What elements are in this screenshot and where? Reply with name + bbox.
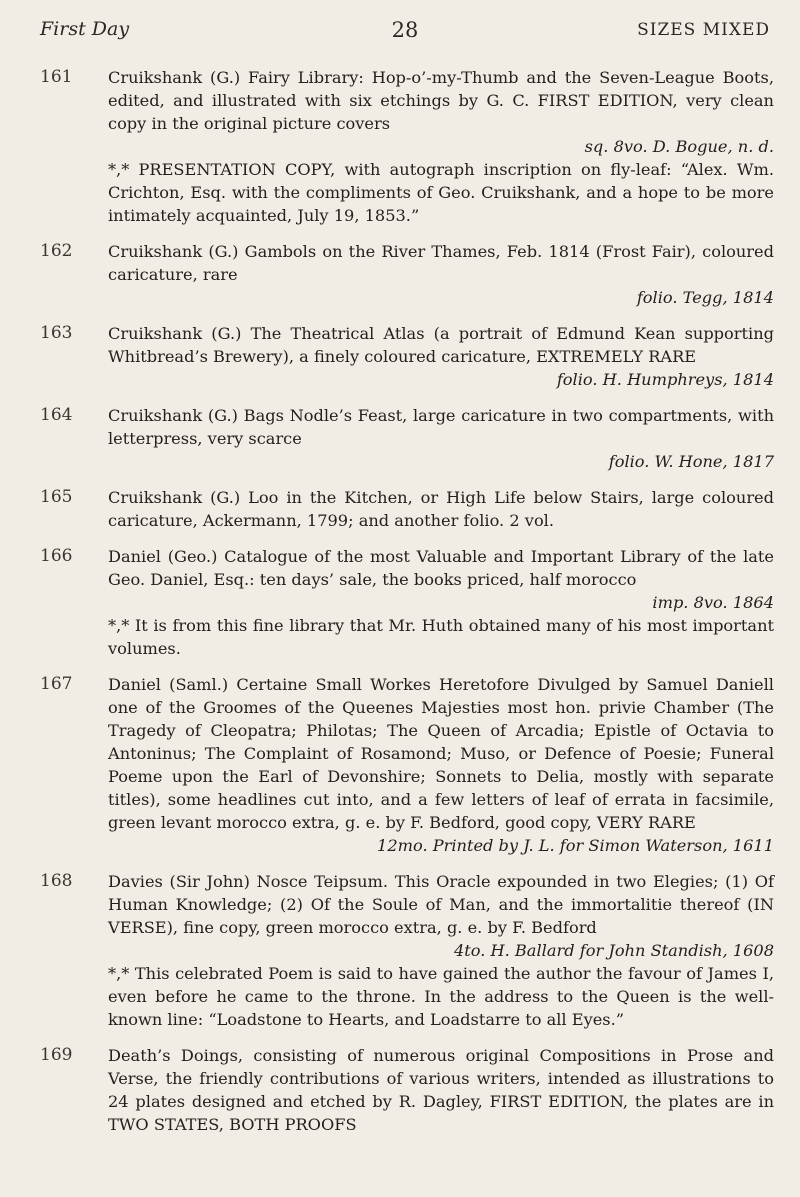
lot-description: Cruikshank (G.) Gambols on the River Thames, Feb. 1814 (Frost Fair), coloured caricature, rare xyxy=(108,242,774,284)
lot-description: Cruikshank (G.) Fairy Library: Hop-o’-my-Thumb and the Seven-League Boots, edited, and illustrated with six etchings by G. C. FIRST EDITION, very clean copy in the original picture covers xyxy=(108,68,774,133)
header-day: First Day xyxy=(40,18,130,40)
lot-imprint: folio. H. Humphreys, 1814 xyxy=(556,370,774,389)
lot-description: Death’s Doings, consisting of numerous original Compositions in Prose and Verse, the friendly contributions of various writers, intended as illustrations to 24 plates designed and etched by R. Dagley, FIRST EDITION, the plates are in TWO STATES, BOTH PROOFS xyxy=(108,1046,774,1134)
lot-entry xyxy=(40,240,774,309)
lot-description: Davies (Sir John) Nosce Teipsum. This Oracle expounded in two Elegies; (1) Of Human Knowledge; (2) Of the Soule of Man, and the immortalitie thereof (IN VERSE), fine copy, green morocco extra, g. e. by F. Bedford xyxy=(108,872,774,937)
lot-description: Cruikshank (G.) Loo in the Kitchen, or High Life below Stairs, large coloured caricature, Ackermann, 1799; and another folio. 2 vol. xyxy=(108,488,774,530)
page-number: 28 xyxy=(391,18,419,42)
lot-entry xyxy=(40,870,774,1031)
lot-imprint: folio. W. Hone, 1817 xyxy=(608,452,774,471)
lot-number: 161 xyxy=(40,67,73,87)
lot-note: *,* PRESENTATION COPY, with autograph inscription on fly-leaf: “Alex. Wm. Crichton, Esq. with the compliments of Geo. Cruikshank, and a hope to be more intimately acquainted, July 19, 1853.” xyxy=(108,160,774,225)
lot-number: 169 xyxy=(40,1045,73,1065)
lot-entry xyxy=(40,673,774,857)
lot-note: *,* It is from this fine library that Mr. Huth obtained many of his most important volumes. xyxy=(108,616,774,658)
lot-entry xyxy=(40,545,774,660)
lot-number: 164 xyxy=(40,405,73,425)
lot-note: *,* This celebrated Poem is said to have gained the author the favour of James I, even before he came to the throne. In the address to the Queen is the well-known line: “Loadstone to Hearts, and Loadstarre to all Eyes.” xyxy=(108,964,774,1029)
lot-entry xyxy=(40,404,774,473)
lot-number: 168 xyxy=(40,871,73,891)
header-section: SIZES MIXED xyxy=(637,20,770,40)
lot-number: 163 xyxy=(40,323,73,343)
lot-number: 162 xyxy=(40,241,73,261)
lot-description: Daniel (Saml.) Certaine Small Workes Heretofore Divulged by Samuel Daniell one of the Groomes of the Queenes Majesties most hon. privie Chamber (The Tragedy of Cleopatra; Philotas; The Queen of Arcadia; Epistle of Octavia to Antoninus; The Complaint of Rosamond; Muso, or Defence of Poesie; Funeral Poeme upon the Earl of Devonshire; Sonnets to Delia, mostly with separate titles), some headlines cut into, and a few letters of leaf of errata in facsimile, green levant morocco extra, g. e. by F. Bedford, good copy, VERY RARE xyxy=(108,675,774,832)
lot-description: Daniel (Geo.) Catalogue of the most Valuable and Important Library of the late Geo. Daniel, Esq.: ten days’ sale, the books priced, half morocco xyxy=(108,547,774,589)
lot-description: Cruikshank (G.) Bags Nodle’s Feast, large caricature in two compartments, with letterpress, very scarce xyxy=(108,406,774,448)
lot-entry xyxy=(40,322,774,391)
lot-imprint: imp. 8vo. 1864 xyxy=(652,593,774,612)
lot-imprint: 12mo. Printed by J. L. for Simon Waterson, 1611 xyxy=(377,836,774,855)
lot-entry xyxy=(40,486,774,532)
lot-description: Cruikshank (G.) The Theatrical Atlas (a portrait of Edmund Kean supporting Whitbread’s Brewery), a finely coloured caricature, EXTREMELY RARE xyxy=(108,324,774,366)
lot-imprint: 4to. H. Ballard for John Standish, 1608 xyxy=(453,941,774,960)
lot-number: 165 xyxy=(40,487,73,507)
lot-number: 166 xyxy=(40,546,73,566)
lot-number: 167 xyxy=(40,674,73,694)
running-header xyxy=(40,18,770,40)
lot-imprint: folio. Tegg, 1814 xyxy=(636,288,774,307)
lot-list xyxy=(40,66,774,1149)
lot-imprint: sq. 8vo. D. Bogue, n. d. xyxy=(584,137,774,156)
lot-entry xyxy=(40,66,774,227)
lot-entry xyxy=(40,1044,774,1136)
